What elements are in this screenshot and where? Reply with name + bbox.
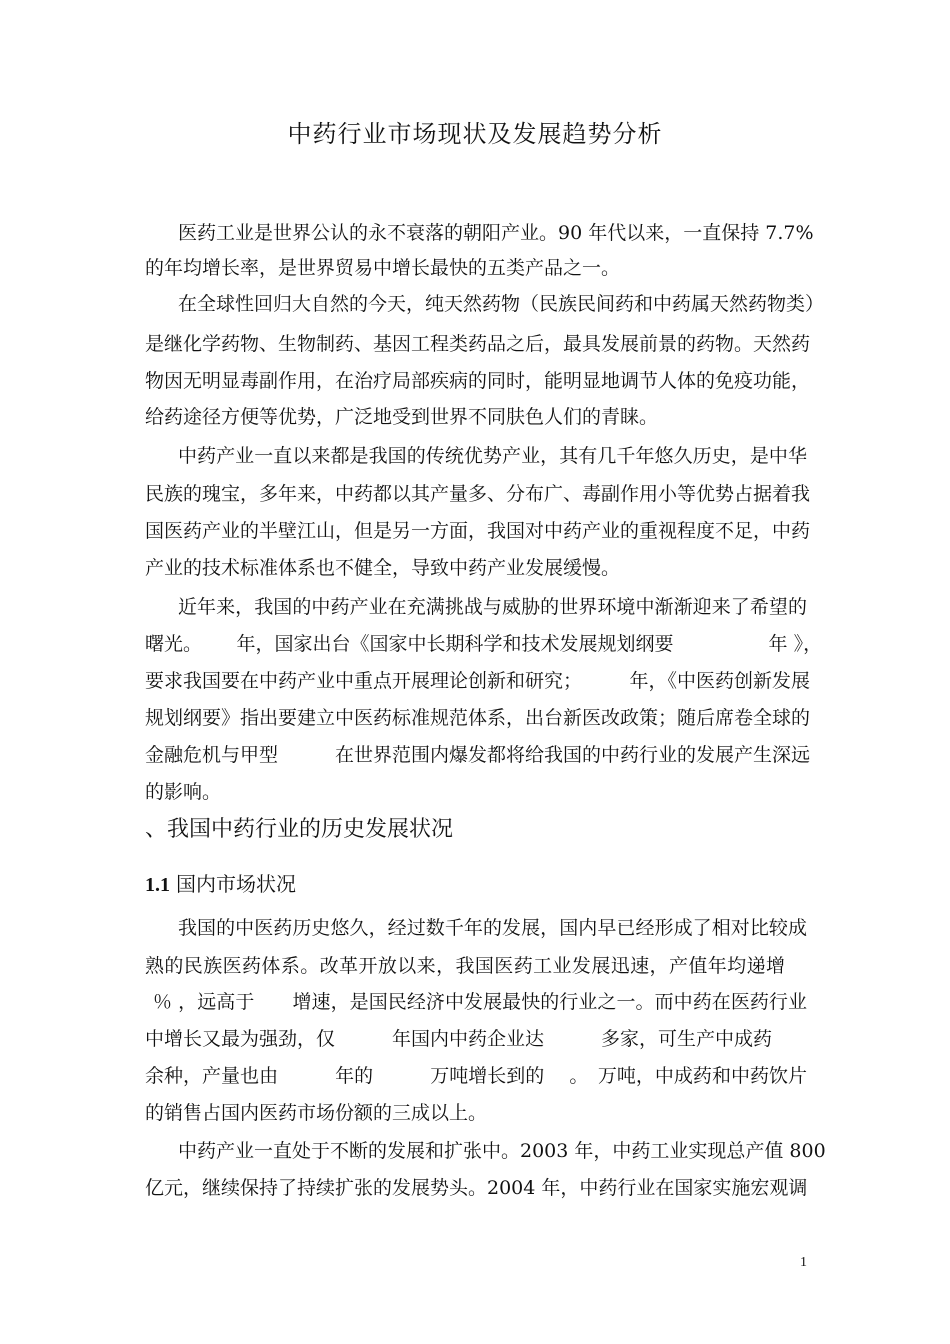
paragraph-line: 在全球性回归大自然的今天，纯天然药物（民族民间药和中药属天然药物类） (178, 293, 825, 315)
section-heading: 、我国中药行业的历史发展状况 (145, 817, 454, 842)
paragraph-line: ％ ，远高于 增速，是国民经济中发展最快的行业之一。而中药在医药行业 (153, 991, 807, 1013)
page-title: 中药行业市场现状及发展趋势分析 (287, 120, 663, 148)
paragraph-line: 的影响。 (145, 781, 222, 803)
paragraph-line: 熟的民族医药体系。改革开放以来，我国医药工业发展迅速，产值年均递增 (145, 955, 785, 977)
paragraph-line: 医药工业是世界公认的永不衰落的朝阳产业。90 年代以来，一直保持 7.7% (178, 222, 814, 244)
paragraph-line: 我国的中医药历史悠久，经过数千年的发展，国内早已经形成了相对比较成 (178, 917, 807, 939)
paragraph-line: 中药产业一直处于不断的发展和扩张中。2003 年，中药工业实现总产值 800 (178, 1140, 826, 1162)
paragraph-line: 中药产业一直以来都是我国的传统优势产业，其有几千年悠久历史，是中华 (178, 445, 807, 467)
paragraph-line: 的销售占国内医药市场份额的三成以上。 (145, 1102, 488, 1124)
paragraph-line: 国医药产业的半壁江山，但是另一方面，我国对中药产业的重视程度不足，中药 (145, 520, 811, 542)
paragraph-line: 民族的瑰宝，多年来，中药都以其产量多、分布广、毒副作用小等优势占据着我 (145, 483, 811, 505)
paragraph-line: 给药途径方便等优势，广泛地受到世界不同肤色人们的青睐。 (145, 406, 659, 428)
paragraph-line: 的年均增长率，是世界贸易中增长最快的五类产品之一。 (145, 257, 621, 279)
paragraph-line: 规划纲要》指出要建立中医药标准规范体系，出台新医改政策；随后席卷全球的 (145, 707, 811, 729)
paragraph-line: 是继化学药物、生物制药、基因工程类药品之后，最具发展前景的药物。天然药 (145, 333, 811, 355)
subsection-heading (145, 866, 296, 903)
paragraph-line: 要求我国要在中药产业中重点开展理论创新和研究； 年，《中医药创新发展 (145, 670, 811, 692)
subsection-title: 国内市场状况 (176, 872, 296, 896)
page-number: 1 (800, 1255, 807, 1270)
paragraph-line: 曙光。 年，国家出台《国家中长期科学和技术发展规划纲要 年 》， (145, 633, 823, 655)
paragraph-line: 产业的技术标准体系也不健全，导致中药产业发展缓慢。 (145, 557, 621, 579)
paragraph-line: 亿元，继续保持了持续扩张的发展势头。2004 年，中药行业在国家实施宏观调 (145, 1177, 808, 1199)
paragraph-line: 近年来，我国的中药产业在充满挑战与威胁的世界环境中渐渐迎来了希望的 (178, 596, 807, 618)
paragraph-line: 物因无明显毒副作用，在治疗局部疾病的同时，能明显地调节人体的免疫功能， (145, 370, 811, 392)
paragraph-line: 金融危机与甲型 在世界范围内爆发都将给我国的中药行业的发展产生深远 (145, 744, 811, 766)
paragraph-line: 中增长又最为强劲，仅 年国内中药企业达 多家，可生产中成药 (145, 1028, 773, 1050)
paragraph-line: 余种，产量也由 年的 万吨增长到的 。 万吨，中成药和中药饮片 (145, 1065, 807, 1087)
subsection-number: 1.1 (145, 874, 170, 896)
